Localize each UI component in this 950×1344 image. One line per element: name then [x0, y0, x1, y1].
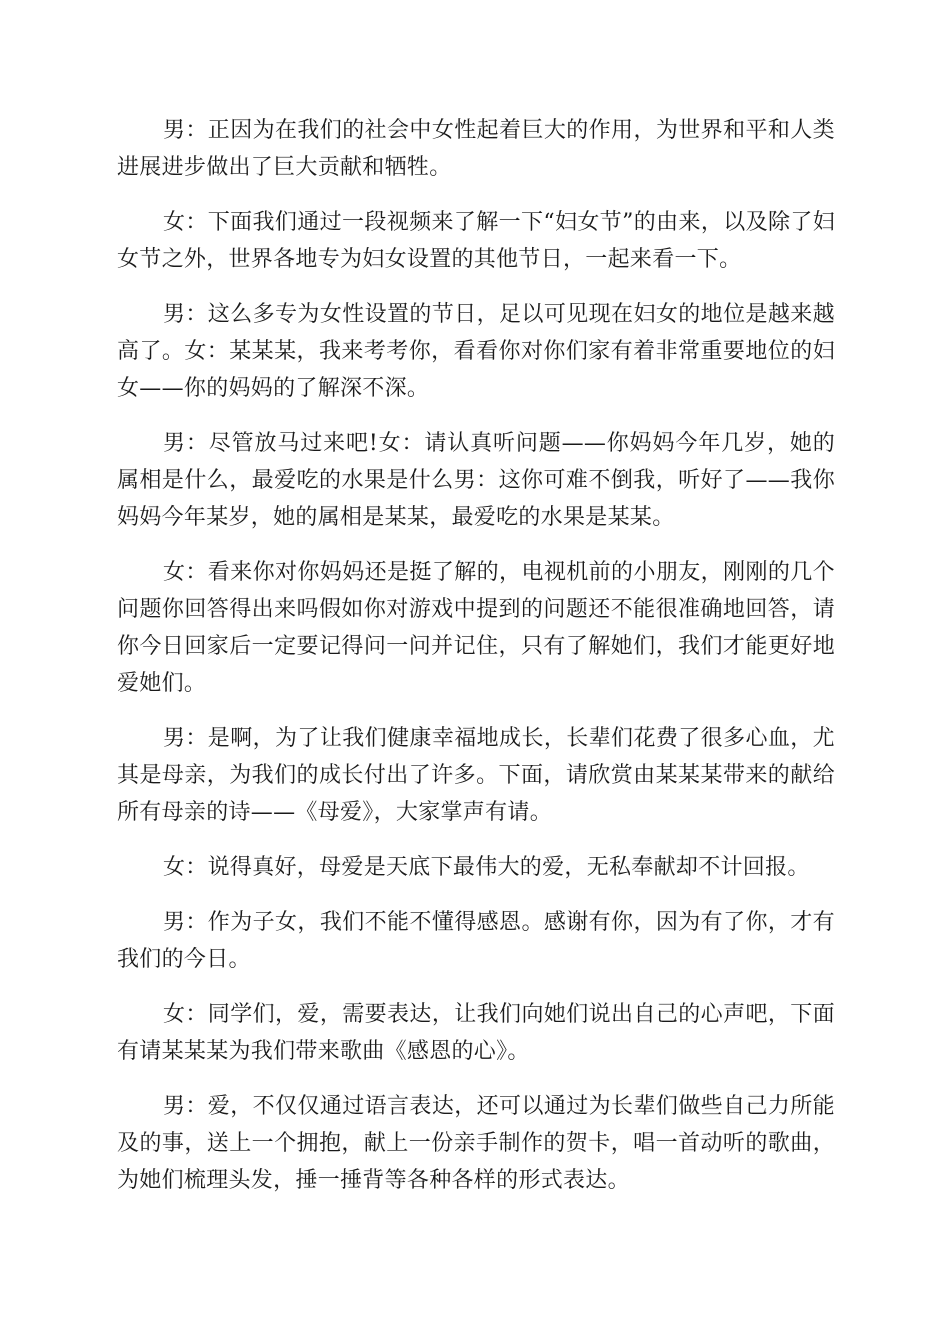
paragraph: 女：同学们，爱，需要表达，让我们向她们说出自己的心声吧，下面有请某某某为我们带来歌曲《感恩的心》。 — [117, 1002, 835, 1064]
document-body — [117, 112, 835, 1217]
paragraph: 男：尽管放马过来吧!女：请认真听问题——你妈妈今年几岁，她的属相是什么，最爱吃的水果是什么男：这你可难不倒我，听好了——我你妈妈今年某岁，她的属相是某某，最爱吃的水果是某某。 — [117, 431, 835, 530]
paragraph: 男：正因为在我们的社会中女性起着巨大的作用，为世界和平和人类进展进步做出了巨大贡献和牺牲。 — [117, 118, 835, 180]
paragraph: 男：作为子女，我们不能不懂得感恩。感谢有你，因为有了你，才有我们的今日。 — [117, 910, 835, 972]
paragraph: 女：说得真好，母爱是天底下最伟大的爱，无私奉献却不计回报。 — [163, 855, 810, 880]
paragraph: 男：爱，不仅仅通过语言表达，还可以通过为长辈们做些自己力所能及的事，送上一个拥抱，献上一份亲手制作的贺卡，唱一首动听的歌曲，为她们梳理头发，捶一捶背等各种各样的形式表达。 — [117, 1094, 835, 1193]
paragraph: 女：下面我们通过一段视频来了解一下“妇女节”的由来，以及除了妇女节之外，世界各地专为妇女设置的其他节日，一起来看一下。 — [117, 210, 835, 272]
paragraph: 男：这么多专为女性设置的节日，足以可见现在妇女的地位是越来越高了。女：某某某，我来考考你，看看你对你们家有着非常重要地位的妇女——你的妈妈的了解深不深。 — [117, 302, 835, 401]
paragraph: 男：是啊，为了让我们健康幸福地成长，长辈们花费了很多心血，尤其是母亲，为我们的成长付出了许多。下面，请欣赏由某某某带来的献给所有母亲的诗——《母爱》，大家掌声有请。 — [117, 726, 835, 825]
paragraph: 女：看来你对你妈妈还是挺了解的，电视机前的小朋友，刚刚的几个问题你回答得出来吗假如你对游戏中提到的问题还不能很准确地回答，请你今日回家后一定要记得问一问并记住，只有了解她们，我们才能更好地爱她们。 — [117, 560, 835, 696]
